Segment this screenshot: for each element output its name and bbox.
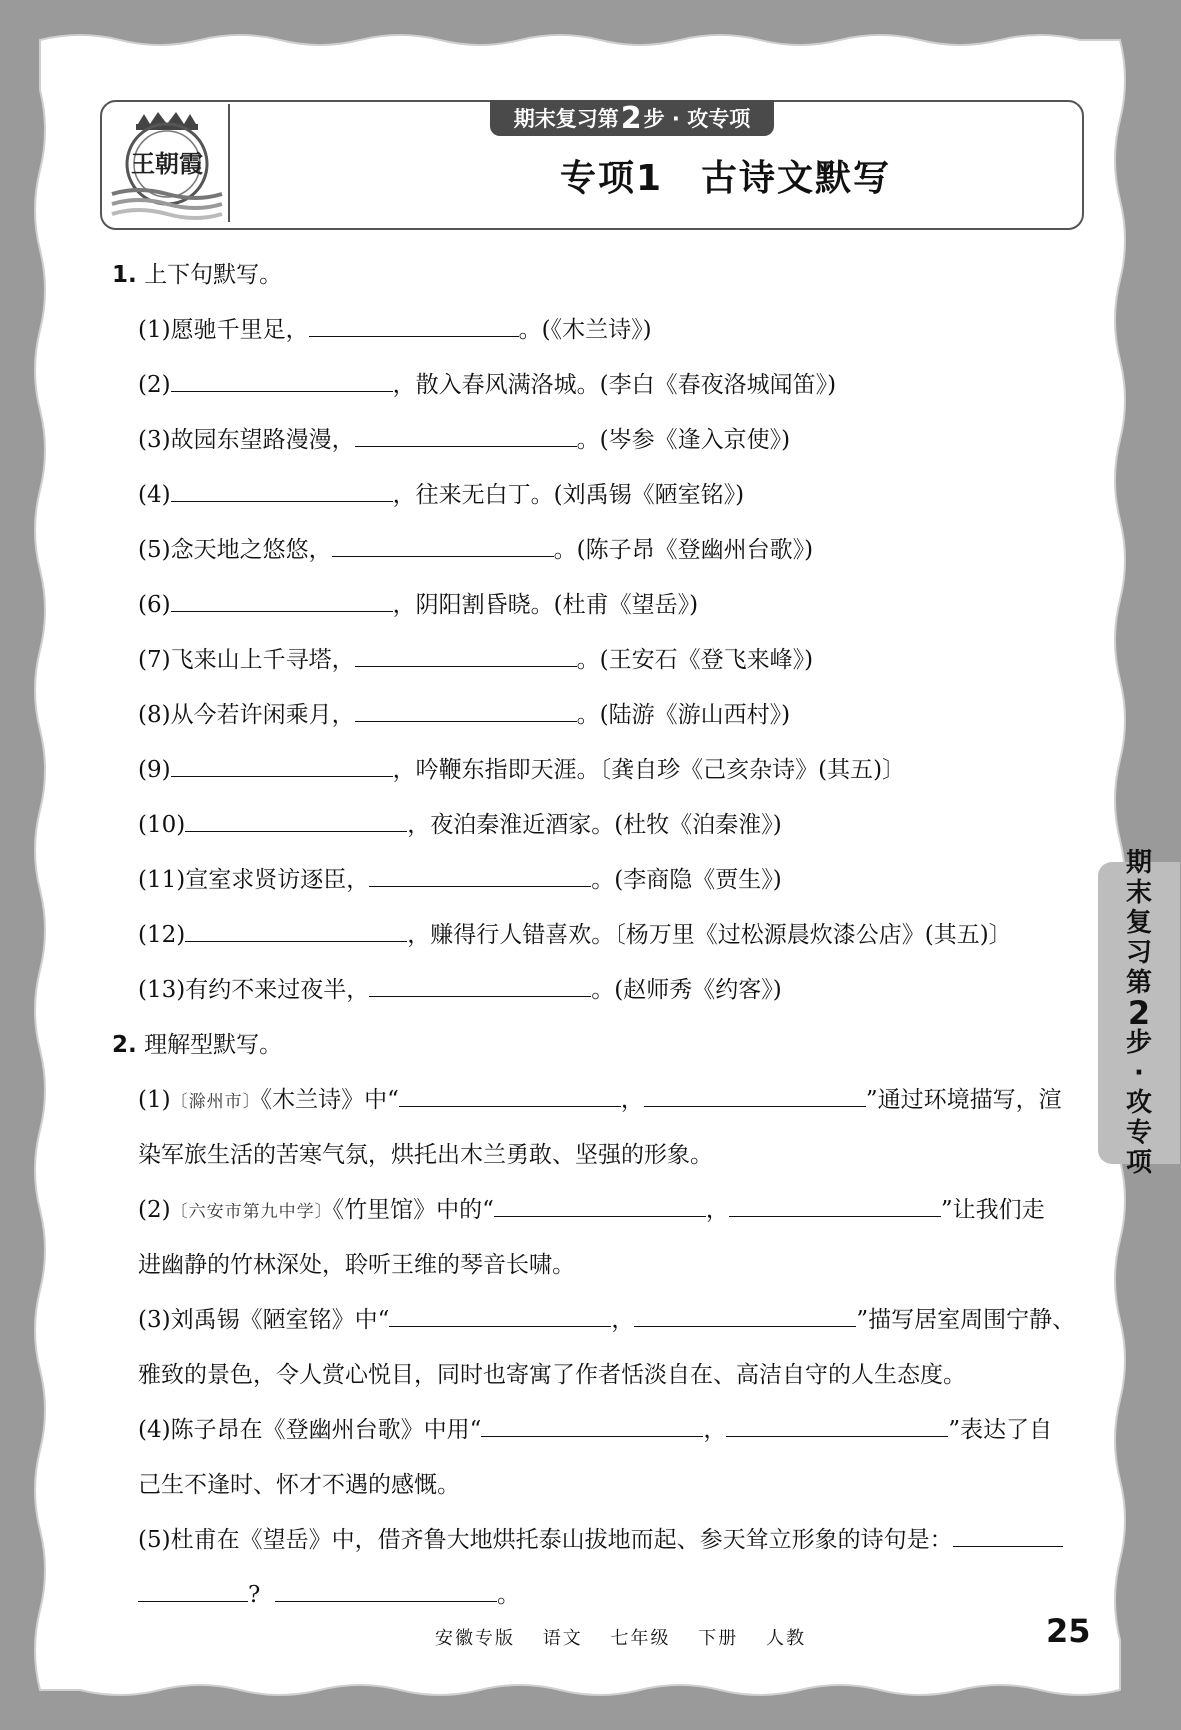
q1-item-6 [138,586,698,619]
answer-blank[interactable] [644,1084,866,1107]
q1-item-12 [138,916,1012,949]
item-text: 染军旅生活的苦寒气氛，烘托出木兰勇敢、坚强的形象。 [138,1142,713,1168]
answer-blank[interactable] [185,919,407,942]
item-text: 《竹里馆》中的“ [332,1197,494,1223]
step-number: 2 [620,100,642,136]
item-text: (7)飞来山上千寻塔， [138,647,355,673]
q2-item-4 [138,1411,1052,1444]
side-tab-char: 步 [1125,1028,1152,1058]
answer-blank[interactable] [481,1414,703,1437]
side-tab [1098,848,1180,1178]
item-text: 进幽静的竹林深处，聆听王维的琴音长啸。 [138,1252,575,1278]
item-text: (4)陈子昂在《登幽州台歌》中用“ [138,1417,482,1443]
q2-item-2 [138,1191,1045,1224]
item-text: ? [248,1582,261,1608]
item-text: (9) [138,757,171,783]
footer-publisher: 人教 [765,1628,806,1649]
answer-blank[interactable] [171,754,393,777]
side-tab-char: 期 [1125,848,1152,878]
footer-grade: 七年级 [610,1628,671,1649]
q2-item-3-cont [138,1356,966,1389]
step-post: 步 · 攻专项 [643,107,751,131]
footer-edition: 安徽专版 [435,1628,516,1649]
answer-blank[interactable] [355,644,577,667]
item-text: ”通过环境描写，渲 [865,1087,1062,1113]
source-tag: 〔六安市第九中学〕 [170,1202,333,1222]
item-text: 雅致的景色，令人赏心悦目，同时也寄寓了作者恬淡自在、高洁自守的人生态度。 [138,1362,966,1388]
answer-blank[interactable] [389,1304,611,1327]
q1-item-10 [138,806,782,839]
step-pre: 期末复习第 [513,107,619,131]
source-tag: 〔滁州市〕 [170,1092,261,1112]
item-source: 。(王安石《登飞来峰》) [576,647,814,673]
item-source: ，夜泊秦淮近酒家。(杜牧《泊秦淮》) [407,812,782,838]
q1-item-11 [138,861,782,894]
answer-blank[interactable] [399,1084,621,1107]
answer-blank[interactable] [332,534,554,557]
item-source: ，吟鞭东指即天涯。〔龚自珍《己亥杂诗》(其五)〕 [392,757,906,783]
q1-item-1 [138,311,652,344]
item-source: ，赚得行人错喜欢。〔杨万里《过松源晨炊漆公店》(其五)〕 [407,922,1012,948]
answer-blank[interactable] [138,1579,248,1602]
item-text: (12) [138,922,186,948]
answer-blank[interactable] [726,1414,948,1437]
q2-item-5-cont [138,1576,520,1609]
item-source: 。(李商隐《贾生》) [591,867,782,893]
side-tab-char: 项 [1125,1148,1152,1178]
q1-item-8 [138,696,790,729]
answer-blank[interactable] [171,589,393,612]
item-text: ， [620,1087,644,1113]
item-source: 。(赵师秀《约客》) [591,977,782,1003]
footer-subject: 语文 [542,1628,583,1649]
item-text: (2) [138,372,171,398]
step-banner [490,100,774,136]
item-text: (5)念天地之悠悠， [138,537,332,563]
svg-text:王朝霞: 王朝霞 [131,149,203,178]
item-text: 。 [496,1582,520,1608]
item-source: 。(陆游《游山西村》) [576,702,791,728]
item-source: ，散入春风满洛城。(李白《春夜洛城闻笛》) [392,372,837,398]
item-source: ，阴阳割昏晓。(杜甫《望岳》) [392,592,699,618]
item-text: (10) [138,812,186,838]
side-tab-char: · [1134,1058,1144,1088]
answer-blank[interactable] [171,369,393,392]
q1-item-7 [138,641,813,674]
item-text: (11)宣室求贤访逐臣， [138,867,370,893]
side-tab-char: 末 [1125,878,1152,908]
side-tab-char: 习 [1125,938,1152,968]
item-text: (4) [138,482,171,508]
item-text: ”描写居室周围宁静、 [856,1307,1076,1333]
item-source: 。(岑参《逢入京使》) [576,427,791,453]
item-text: (8)从今若许闲乘月， [138,702,355,728]
q1-item-9 [138,751,905,784]
item-text: ， [611,1307,635,1333]
item-text: ， [705,1197,729,1223]
item-source: 。(《木兰诗》) [518,317,652,343]
footer-volume: 下册 [698,1628,739,1649]
answer-blank[interactable] [355,699,577,722]
q2-item-5 [138,1521,1063,1554]
q2-item-1 [138,1081,1062,1114]
answer-blank[interactable] [369,864,591,887]
item-text: (3)故园东望路漫漫， [138,427,355,453]
q1-item-13 [138,971,782,1004]
answer-blank[interactable] [185,809,407,832]
question-title: 上下句默写。 [144,262,283,288]
q2-item-4-cont [138,1466,460,1499]
answer-blank[interactable] [355,424,577,447]
item-text: (3)刘禹锡《陋室铭》中“ [138,1307,390,1333]
item-text: ”表达了自 [948,1417,1053,1443]
question-1-heading [112,256,282,289]
question-title: 理解型默写。 [144,1032,283,1058]
q2-item-1-cont [138,1136,713,1169]
page-number: 25 [1046,1612,1091,1650]
page-title: 专项1 古诗文默写 [559,158,892,199]
item-text: (2) [138,1197,171,1223]
question-number: 2. [112,1032,137,1058]
item-text: ”让我们走 [940,1197,1045,1223]
answer-blank[interactable] [729,1194,941,1217]
answer-blank[interactable] [953,1524,1063,1547]
side-tab-number: 2 [1127,994,1151,1032]
q1-item-4 [138,476,744,509]
item-text: 己生不逢时、怀才不遇的感慨。 [138,1472,460,1498]
item-text: (6) [138,592,171,618]
side-tab-char: 第 [1125,968,1152,998]
answer-blank[interactable] [369,974,591,997]
item-text: (1)愿驰千里足， [138,317,309,343]
q2-item-2-cont [138,1246,575,1279]
answer-blank[interactable] [275,1579,497,1602]
item-text: (13)有约不来过夜半， [138,977,370,1003]
item-text: 《木兰诗》中“ [260,1087,399,1113]
answer-blank[interactable] [309,314,519,337]
side-tab-char: 复 [1125,908,1152,938]
item-text: (1) [138,1087,171,1113]
question-number: 1. [112,262,137,288]
item-source: 。(陈子昂《登幽州台歌》) [553,537,814,563]
question-2-heading [112,1026,282,1059]
item-text: ， [703,1417,727,1443]
q1-item-5 [138,531,813,564]
q1-item-2 [138,366,836,399]
answer-blank[interactable] [171,479,393,502]
item-text: (5)杜甫在《望岳》中，借齐鲁大地烘托泰山拔地而起、参天耸立形象的诗句是： [138,1527,953,1553]
side-tab-char: 攻 [1125,1088,1152,1118]
side-tab-char: 专 [1125,1118,1152,1148]
answer-blank[interactable] [494,1194,706,1217]
q1-item-3 [138,421,790,454]
answer-blank[interactable] [634,1304,856,1327]
item-source: ，往来无白丁。(刘禹锡《陋室铭》) [392,482,745,508]
q2-item-3 [138,1301,1075,1334]
footer [0,1624,1181,1650]
